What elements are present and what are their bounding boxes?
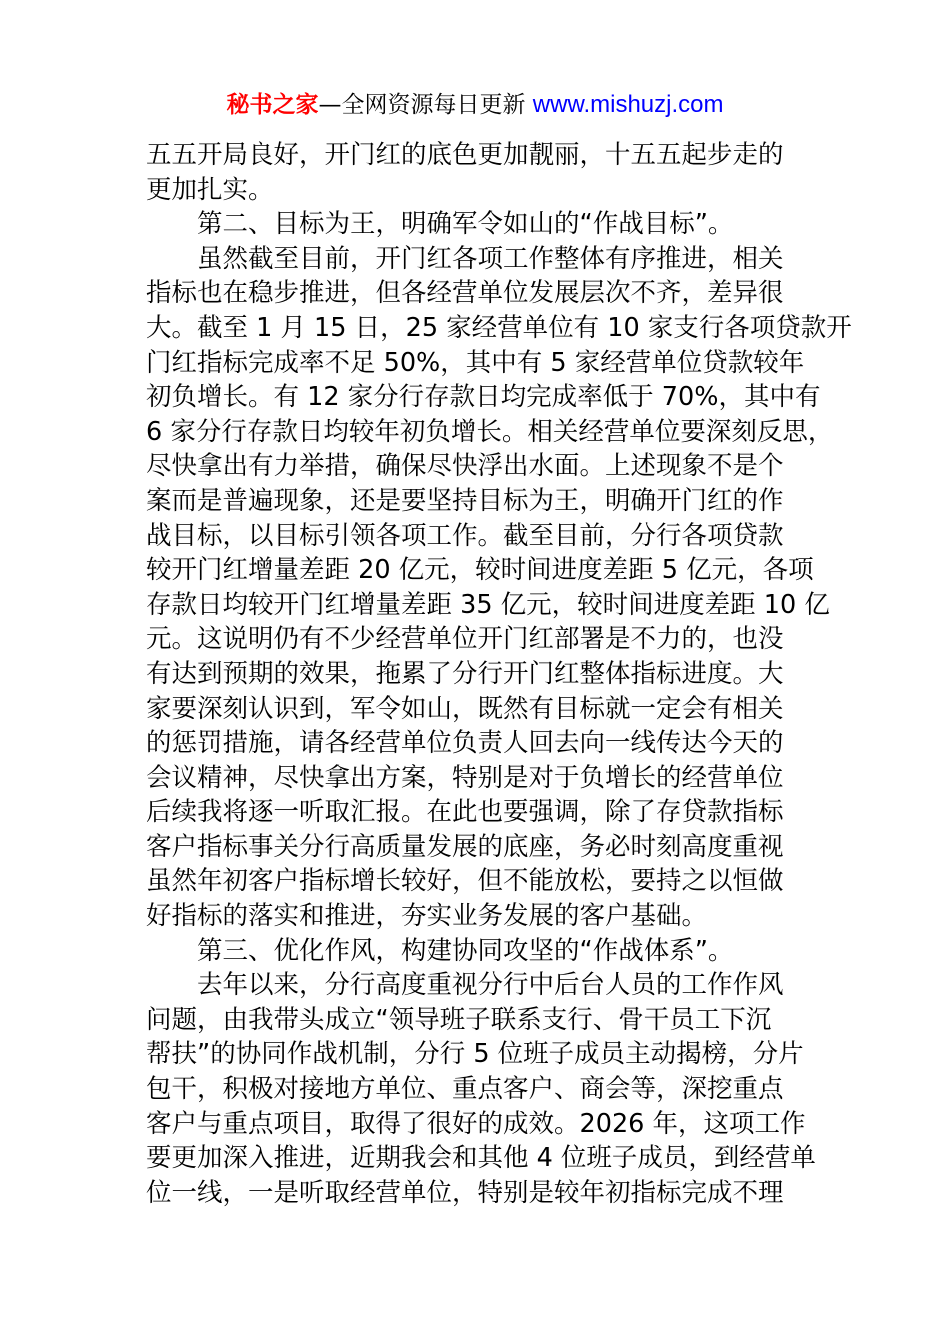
document-body	[146, 138, 852, 1210]
text-line: 要更加深入推进，近期我会和其他 4 位班子成员，到经营单	[146, 1143, 816, 1174]
text-line: 6 家分行存款日均较年初负增长。相关经营单位要深刻反思，	[146, 416, 834, 447]
text-line: 包干，积极对接地方单位、重点客户、商会等，深挖重点	[146, 1074, 784, 1105]
site-tagline: —全网资源每日更新	[318, 92, 533, 118]
text-line: 案而是普遍现象，还是要坚持目标为王，明确开门红的作	[146, 485, 784, 516]
text-line: 虽然截至目前，开门红各项工作整体有序推进，相关	[197, 243, 784, 274]
text-line: 初负增长。有 12 家分行存款日均完成率低于 70%，其中有	[146, 382, 821, 413]
text-line: 更加扎实。	[146, 174, 274, 205]
text-line: 指标也在稳步推进，但各经营单位发展层次不齐，差异很	[146, 278, 784, 309]
text-line: 较开门红增量差距 20 亿元，较时间进度差距 5 亿元，各项	[146, 555, 814, 586]
text-line: 问题，由我带头成立“领导班子联系支行、骨干员工下沉	[146, 1004, 772, 1035]
text-line: 有达到预期的效果，拖累了分行开门红整体指标进度。大	[146, 658, 784, 689]
text-line: 五五开局良好，开门红的底色更加靓丽，十五五起步走的	[146, 140, 784, 170]
text-line: 位一线，一是听取经营单位，特别是较年初指标完成不理	[146, 1177, 784, 1208]
page-header	[0, 88, 950, 122]
text-line: 大。截至 1 月 15 日，25 家经营单位有 10 家支行各项贷款开	[146, 312, 852, 343]
text-line: 去年以来，分行高度重视分行中后台人员的工作作风	[197, 970, 784, 1001]
site-url-link[interactable]: www.mishuzj.com	[532, 91, 724, 118]
site-brand: 秘书之家	[226, 92, 319, 118]
text-line: 家要深刻认识到，军令如山，既然有目标就一定会有相关	[146, 693, 784, 724]
text-line: 元。这说明仍有不少经营单位开门红部署是不力的，也没	[146, 624, 784, 655]
text-line: 门红指标完成率不足 50%，其中有 5 家经营单位贷款较年	[146, 347, 805, 378]
text-line: 战目标，以目标引领各项工作。截至目前，分行各项贷款	[146, 520, 784, 551]
section-heading-3: 第三、优化作风，构建协同攻坚的“作战体系”。	[197, 935, 734, 966]
text-line: 虽然年初客户指标增长较好，但不能放松，要持之以恒做	[146, 866, 784, 897]
text-line: 帮扶”的协同作战机制，分行 5 位班子成员主动揭榜，分片	[146, 1039, 804, 1070]
text-line: 后续我将逐一听取汇报。在此也要强调，除了存贷款指标	[146, 797, 784, 828]
text-line: 客户与重点项目，取得了很好的成效。2026 年，这项工作	[146, 1108, 806, 1139]
text-line: 存款日均较开门红增量差距 35 亿元，较时间进度差距 10 亿	[146, 589, 830, 620]
text-line: 客户指标事关分行高质量发展的底座，务必时刻高度重视	[146, 831, 784, 862]
text-line: 好指标的落实和推进，夯实业务发展的客户基础。	[146, 901, 708, 932]
text-line: 尽快拿出有力举措，确保尽快浮出水面。上述现象不是个	[146, 451, 784, 482]
text-line: 会议精神，尽快拿出方案，特别是对于负增长的经营单位	[146, 762, 784, 793]
text-line: 的惩罚措施，请各经营单位负责人回去向一线传达今天的	[146, 728, 784, 759]
section-heading-2: 第二、目标为王，明确军令如山的“作战目标”。	[197, 209, 734, 240]
